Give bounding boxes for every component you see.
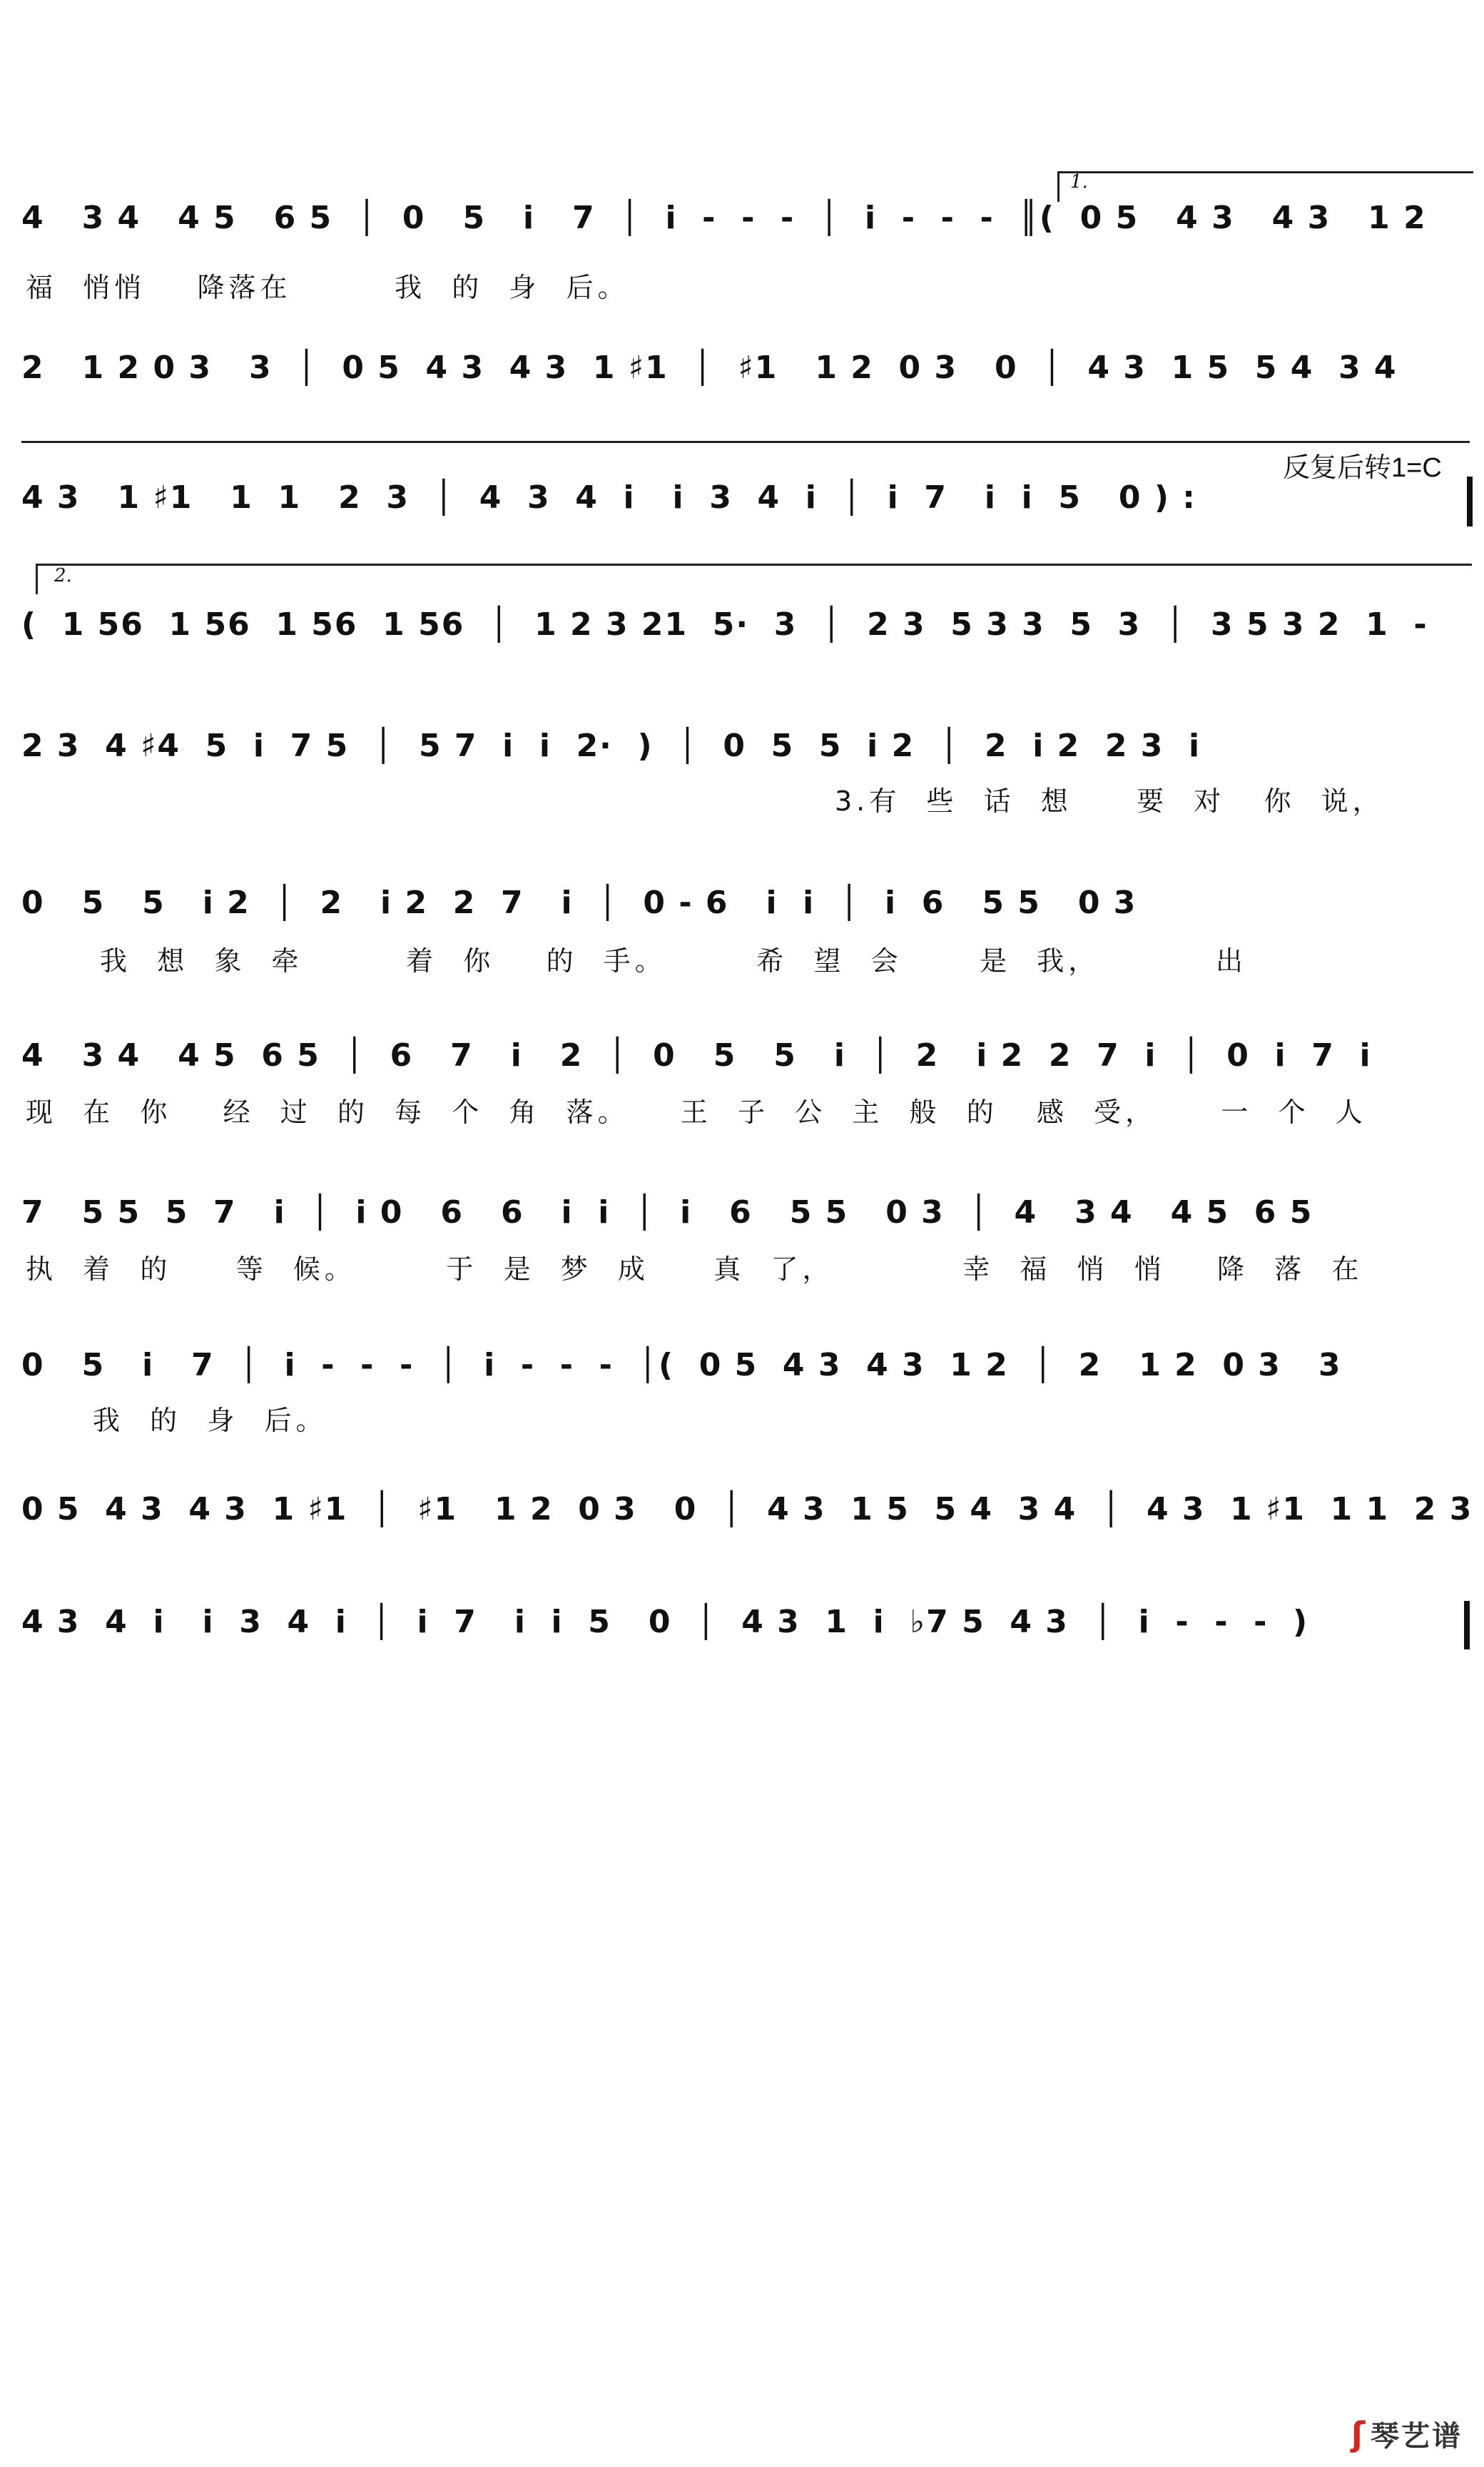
repeat-end-barline	[1467, 477, 1473, 527]
notes-line-7: 4 3 4 4 5 6 5 │ 6 7 i 2 │ 0 5 5 i │ 2 i 2 2 7 i │ 0 i 7 i	[21, 1037, 1372, 1074]
final-barline	[1464, 1601, 1470, 1649]
repeat-instruction: 反复后转1=C	[1283, 453, 1442, 483]
lyrics-line-9: 我 的 身 后。	[93, 1405, 327, 1436]
volta-label-1: 1.	[1070, 171, 1088, 193]
notes-line-10: 0 5 4 3 4 3 1 ♯1 │ ♯1 1 2 0 3 0 │ 4 3 1 5 5 4 3 4 │ 4 3 1 ♯1 1 1 2 3	[21, 1491, 1473, 1527]
site-logo	[1351, 2413, 1463, 2454]
lyrics-line-1: 福 悄悄 降落在 我 的 身 后。	[26, 272, 629, 303]
lyrics-line-8: 执 着 的 等 候。 于 是 梦 成 真 了， 幸 福 悄 悄 降 落 在	[26, 1253, 1363, 1285]
notes-line-1: 4 3 4 4 5 6 5 │ 0 5 i 7 │ i - - - │ i - - - ║( 0 5 4 3 4 3 1 2	[21, 200, 1427, 236]
lyrics-line-7: 现 在 你 经 过 的 每 个 角 落。 王 子 公 主 般 的 感 受， 一 个 人	[26, 1097, 1367, 1128]
lyrics-line-6: 我 想 象 牵 着 你 的 手。 希 望 会 是 我， 出	[100, 945, 1247, 977]
notes-line-4: ( 1 56 1 56 1 56 1 56 │ 1 2 3 21 5· 3 │ 2 3 5 3 3 5 3 │ 3 5 3 2 1 -	[21, 606, 1428, 643]
notes-line-3: 4 3 1 ♯1 1 1 2 3 │ 4 3 4 i i 3 4 i │ i 7 i i 5 0 ) :	[21, 479, 1196, 516]
volta-bracket-2	[36, 564, 1472, 594]
volta-label-2: 2.	[54, 565, 72, 586]
volta-bracket-1	[1057, 171, 1473, 202]
repeat-top-rule	[21, 441, 1470, 446]
notes-line-11: 4 3 4 i i 3 4 i │ i 7 i i 5 0 │ 4 3 1 i ♭7 5 4 3 │ i - - - )	[21, 1604, 1309, 1640]
notes-line-8: 7 5 5 5 7 i │ i 0 6 6 i i │ i 6 5 5 0 3 │ 4 3 4 4 5 6 5	[21, 1194, 1313, 1231]
notes-line-6: 0 5 5 i 2 │ 2 i 2 2 7 i │ 0 - 6 i i │ i 6 5 5 0 3	[21, 885, 1137, 921]
notes-line-2: 2 1 2 0 3 3 │ 0 5 4 3 4 3 1 ♯1 │ ♯1 1 2 0 3 0 │ 4 3 1 5 5 4 3 4	[21, 350, 1398, 386]
notes-line-9: 0 5 i 7 │ i - - - │ i - - - │( 0 5 4 3 4 3 1 2 │ 2 1 2 0 3 3	[21, 1347, 1342, 1383]
logo-text: 琴艺谱	[1371, 2420, 1463, 2453]
logo-icon: ʃ	[1351, 2414, 1365, 2453]
notes-line-5: 2 3 4 ♯4 5 i 7 5 │ 5 7 i i 2· ) │ 0 5 5 i 2 │ 2 i 2 2 3 i	[21, 728, 1201, 764]
lyrics-line-5: 3.有 些 话 想 要 对 你 说，	[835, 785, 1384, 817]
